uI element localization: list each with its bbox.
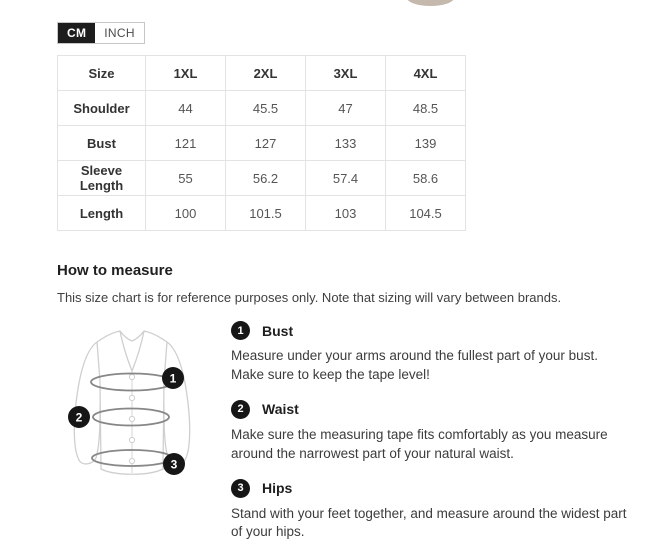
header-cell-1xl: 1XL: [146, 56, 226, 91]
cell-sleeve-4xl: 58.6: [386, 161, 466, 196]
cm-toggle-button[interactable]: CM: [58, 23, 95, 43]
unit-toggle: [57, 22, 145, 44]
button: [129, 395, 134, 400]
header-cell-4xl: 4XL: [386, 56, 466, 91]
step-waist-label: Waist: [262, 401, 299, 418]
how-to-measure-title: How to measure: [57, 262, 173, 279]
header-cell-2xl: 2XL: [226, 56, 306, 91]
cell-bust-1xl: 121: [146, 126, 226, 161]
table-row-bust: [58, 126, 466, 161]
cell-bust-4xl: 139: [386, 126, 466, 161]
size-chart-note: This size chart is for reference purposes only. Note that sizing will vary between brands.: [57, 290, 562, 305]
step-bust-description: Measure under your arms around the fullest part of your bust. Make sure to keep the tape level!: [231, 348, 598, 382]
step-hips-description: Stand with your feet together, and measure around the widest part of your hips.: [231, 505, 627, 540]
step-hips-header: [231, 479, 629, 498]
step-bust: [231, 321, 629, 385]
step-hips-label: Hips: [262, 480, 293, 497]
cardigan-measurement-diagram: [57, 321, 207, 496]
row-label-shoulder: Shoulder: [58, 91, 146, 126]
header-cell-3xl: 3XL: [306, 56, 386, 91]
table-row-length: [58, 196, 466, 231]
right-sleeve: [163, 342, 190, 464]
cell-sleeve-3xl: 57.4: [306, 161, 386, 196]
step-bust-header: [231, 321, 629, 340]
step-waist-header: [231, 400, 629, 419]
row-label-sleeve-length: Sleeve Length: [58, 161, 146, 196]
cell-sleeve-2xl: 56.2: [226, 161, 306, 196]
table-row-shoulder: [58, 91, 466, 126]
cell-bust-3xl: 133: [306, 126, 386, 161]
header-cell-size: Size: [58, 56, 146, 91]
row-label-length: Length: [58, 196, 146, 231]
step-3-badge: 3: [231, 479, 250, 498]
step-bust-label: Bust: [262, 322, 294, 339]
cardigan-illustration: [57, 321, 207, 491]
button: [129, 437, 134, 442]
button: [129, 374, 134, 379]
cell-bust-2xl: 127: [226, 126, 306, 161]
diagram-badge-3-number: 3: [170, 457, 178, 472]
button: [129, 416, 134, 421]
diagram-badge-1-number: 1: [169, 371, 177, 386]
cell-length-2xl: 101.5: [226, 196, 306, 231]
step-2-badge: 2: [231, 400, 250, 419]
cell-length-3xl: 103: [306, 196, 386, 231]
cell-shoulder-4xl: 48.5: [386, 91, 466, 126]
inch-toggle-button[interactable]: INCH: [95, 23, 144, 43]
size-table: [57, 55, 466, 231]
cell-shoulder-2xl: 45.5: [226, 91, 306, 126]
step-waist: [231, 400, 629, 464]
diagram-badge-2-number: 2: [75, 410, 83, 425]
size-table-header-row: [58, 56, 466, 91]
left-sleeve: [74, 342, 101, 464]
cell-shoulder-1xl: 44: [146, 91, 226, 126]
cell-sleeve-1xl: 55: [146, 161, 226, 196]
button: [129, 458, 134, 463]
cell-shoulder-3xl: 47: [306, 91, 386, 126]
measure-guide-area: [57, 321, 669, 557]
cell-length-1xl: 100: [146, 196, 226, 231]
row-label-bust: Bust: [58, 126, 146, 161]
step-1-badge: 1: [231, 321, 250, 340]
step-waist-description: Make sure the measuring tape fits comfortably as you measure around the narrowest part of your natural waist.: [231, 426, 608, 461]
table-row-sleeve-length: [58, 161, 466, 196]
cell-length-4xl: 104.5: [386, 196, 466, 231]
measure-steps: [231, 321, 629, 557]
